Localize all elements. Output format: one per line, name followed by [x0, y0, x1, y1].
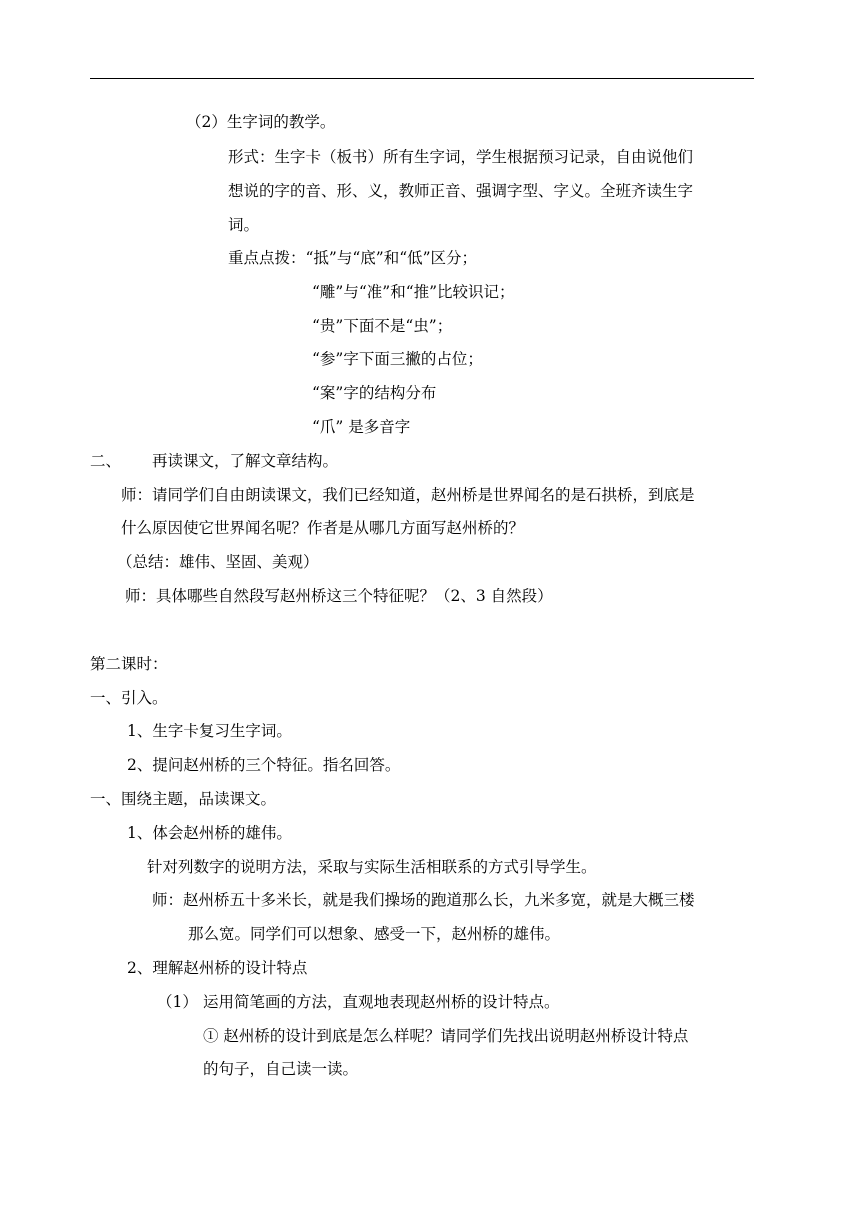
paragraph-line: 那么宽。同学们可以想象、感受一下，赵州桥的雄伟。	[188, 925, 561, 943]
paragraph-line: 什么原因使它世界闻名呢？作者是从哪几方面写赵州桥的？	[121, 519, 525, 537]
header-rule	[90, 78, 754, 79]
key-point-line: 重点点拨：“抵”与“底”和“低”区分；	[228, 249, 478, 267]
section-heading: （2）生字词的教学。	[186, 113, 336, 131]
paragraph-line: 师：具体哪些自然段写赵州桥这三个特征呢？（2、3 自然段）	[125, 587, 553, 605]
paragraph-line: 师：请同学们自由朗读课文，我们已经知道，赵州桥是世界闻名的是石拱桥，到底是	[121, 486, 695, 504]
paragraph-line: 的句子，自己读一读。	[203, 1060, 359, 1078]
paragraph-line: 想说的字的音、形、义，教师正音、强调字型、字义。全班齐读生字	[228, 182, 694, 200]
paragraph-line: 师：赵州桥五十多米长，就是我们操场的跑道那么长，九米多宽，就是大概三楼	[152, 891, 695, 909]
section-heading: 一、引入。	[90, 689, 168, 707]
summary-line: （总结：雄伟、坚固、美观）	[117, 553, 319, 571]
list-item: 1、生字卡复习生字词。	[127, 722, 292, 740]
key-point-line: “案”字的结构分布	[312, 384, 437, 402]
sub-item: 运用简笔画的方法，直观地表现赵州桥的设计特点。	[203, 993, 560, 1011]
key-point-line: “参”字下面三撇的占位；	[312, 350, 483, 368]
section-heading: 一、围绕主题，品读课文。	[90, 790, 277, 808]
section-heading: 再读课文，了解文章结构。	[152, 452, 339, 470]
paragraph-line: 针对列数字的说明方法，采取与实际生活相联系的方式引导学生。	[147, 858, 597, 876]
paragraph-line: 形式：生字卡（板书）所有生字词，学生根据预习记录，自由说他们	[228, 148, 694, 166]
paragraph-line: ① 赵州桥的设计到底是怎么样呢？请同学们先找出说明赵州桥设计特点	[203, 1027, 689, 1045]
list-item: 1、体会赵州桥的雄伟。	[127, 824, 292, 842]
paragraph-line: 词。	[228, 216, 260, 234]
key-point-line: “爪” 是多音字	[312, 418, 411, 436]
sub-item-number: （1）	[157, 993, 198, 1011]
key-point-line: “雕”与“准”和“推”比较识记；	[312, 283, 515, 301]
lesson-title: 第二课时：	[90, 655, 168, 673]
list-item: 2、理解赵州桥的设计特点	[127, 959, 308, 977]
section-number: 二、	[90, 452, 122, 470]
list-item: 2、提问赵州桥的三个特征。指名回答。	[127, 756, 401, 774]
key-point-line: “贵”下面不是“虫”；	[312, 317, 453, 335]
